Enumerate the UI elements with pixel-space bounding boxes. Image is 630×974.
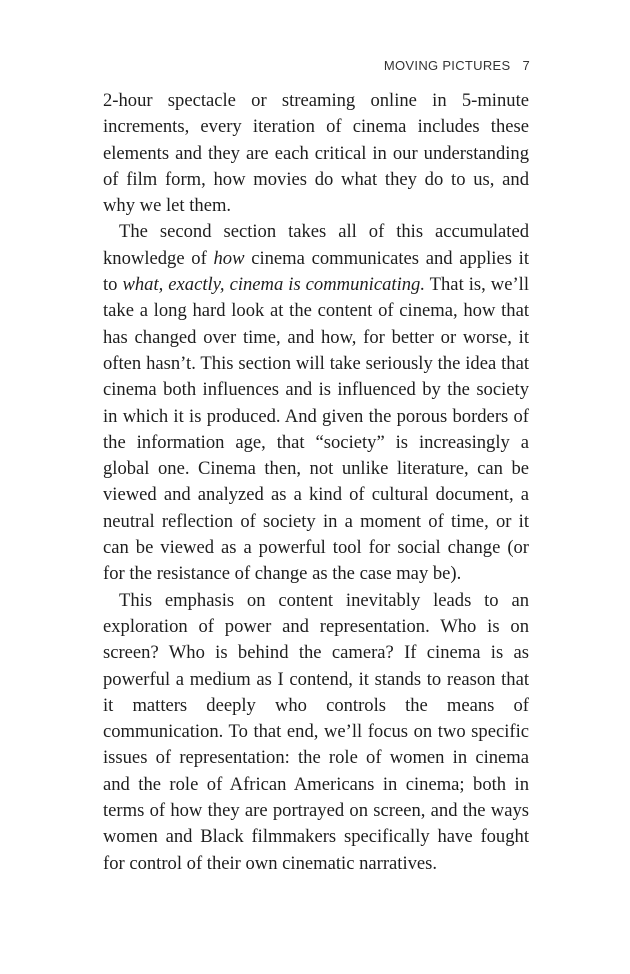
italic-text-segment: what, exactly, cinema is communicating. [122, 274, 425, 296]
text-segment: 2-hour spectacle or streaming online in 5-minute increments, every iteration of cinema includes these elements and they are each critical in our understanding of film form, how movies do what they do to us, and why we let them. [103, 90, 529, 217]
running-head-title: MOVING PICTURES [383, 58, 511, 73]
body-text [103, 88, 529, 877]
paragraph [103, 88, 529, 219]
italic-text-segment: how [213, 247, 245, 269]
text-segment: The second section takes all of this accumulated knowledge of [103, 221, 529, 269]
text-segment: This emphasis on content inevitably leads to an exploration of power and representation. Who is on screen? Who is behind the camera? If cinema is as powerful a medium as I contend, it stands to reason that it matters deeply who controls the means of communication. To that end, we’ll focus on two specific issues of representation: the role of women in cinema and the role of African Americans in cinema; both in terms of how they are portrayed on screen, and the ways women and Black filmmakers specifically have fought for control of their own cinematic narratives. [103, 589, 529, 874]
text-segment: That is, we’ll take a long hard look at the content of cinema, how that has changed over time, and how, for better or worse, it often hasn’t. This section will take seriously the idea that cinema both influences and is influenced by the society in which it is produced. And given the porous borders of the information age, that “society” is increasingly a global one. Cinema then, not unlike literature, can be viewed and analyzed as a kind of cultural document, a neutral reflection of society in a moment of time, or it can be viewed as a powerful tool for social change (or for the resistance of change as the case may be). [103, 274, 529, 585]
text-segment: cinema communicates and applies it to [103, 247, 529, 296]
running-head [384, 58, 530, 73]
page-number: 7 [522, 58, 530, 73]
paragraph [103, 588, 529, 877]
paragraph [103, 219, 529, 587]
